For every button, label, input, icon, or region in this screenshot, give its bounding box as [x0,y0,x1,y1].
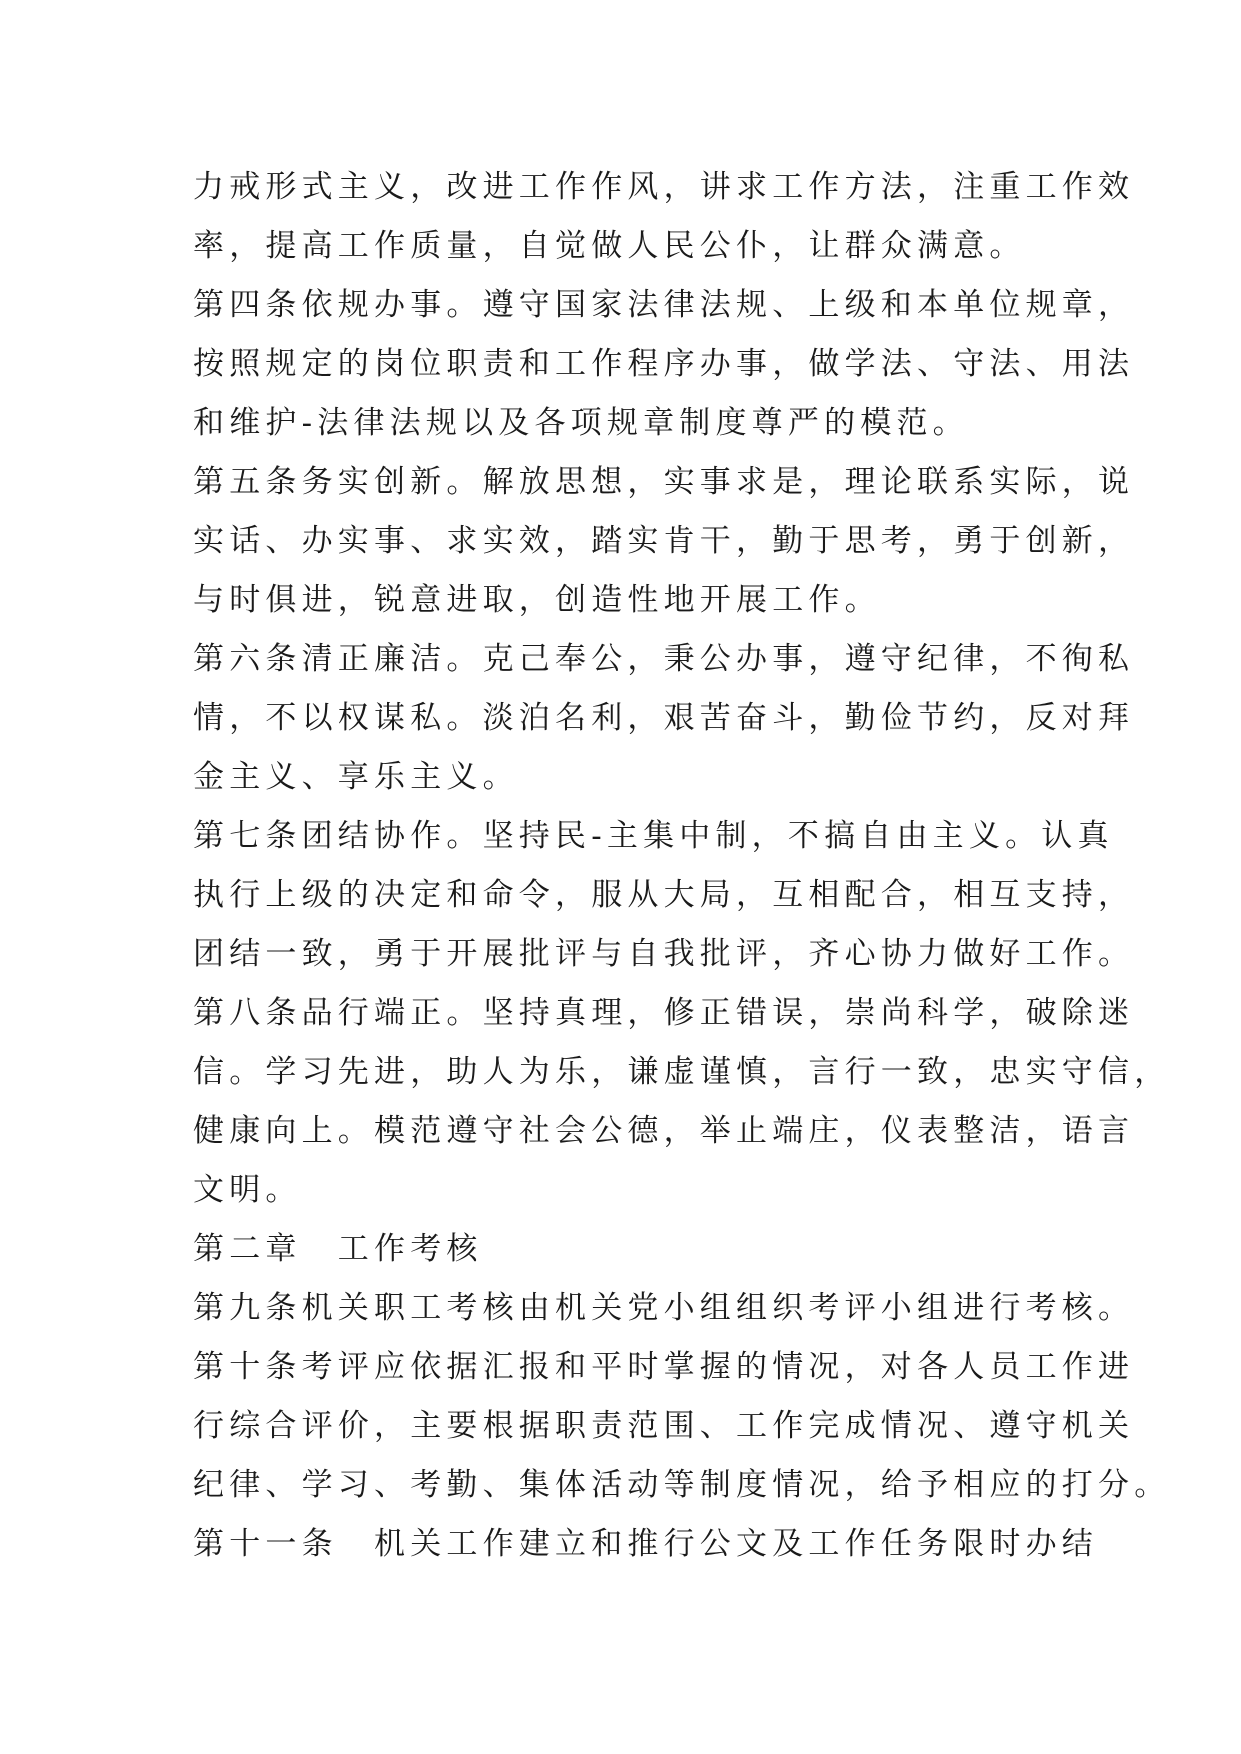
article-5-line: 第五条务实创新。解放思想，实事求是，理论联系实际，说 [193,464,1135,500]
text-line: 信。学习先进，助人为乐，谦虚谨慎，言行一致，忠实守信， [193,1054,1171,1090]
text-line: 情，不以权谋私。淡泊名利，艰苦奋斗，勤俭节约，反对拜 [193,700,1135,736]
article-6-line: 第六条清正廉洁。克己奉公，秉公办事，遵守纪律，不徇私 [193,641,1135,677]
body-text [193,158,1171,1574]
article-7-line: 第七条团结协作。坚持民-主集中制，不搞自由主义。认真 [193,818,1114,854]
text-line: 率，提高工作质量，自觉做人民公仆，让群众满意。 [193,228,1026,264]
text-line: 实话、办实事、求实效，踏实肯干，勤于思考，勇于创新， [193,523,1135,559]
text-line: 团结一致，勇于开展批评与自我批评，齐心协力做好工作。 [193,936,1135,972]
article-11-line: 第十一条 机关工作建立和推行公文及工作任务限时办结 [193,1526,1098,1562]
text-line: 执行上级的决定和命令，服从大局，互相配合，相互支持， [193,877,1135,913]
text-line: 纪律、学习、考勤、集体活动等制度情况，给予相应的打分。 [193,1467,1171,1503]
text-line: 行综合评价，主要根据职责范围、工作完成情况、遵守机关 [193,1408,1135,1444]
text-line: 与时俱进，锐意进取，创造性地开展工作。 [193,582,881,618]
text-line: 文明。 [193,1172,302,1208]
text-line: 力戒形式主义，改进工作作风，讲求工作方法，注重工作效 [193,169,1135,205]
chapter-heading: 第二章 工作考核 [193,1231,483,1267]
article-8-line: 第八条品行端正。坚持真理，修正错误，崇尚科学，破除迷 [193,995,1135,1031]
article-10-line: 第十条考评应依据汇报和平时掌握的情况，对各人员工作进 [193,1349,1135,1385]
text-line: 和维护-法律法规以及各项规章制度尊严的模范。 [193,405,969,441]
text-line: 按照规定的岗位职责和工作程序办事，做学法、守法、用法 [193,346,1135,382]
text-line: 健康向上。模范遵守社会公德，举止端庄，仪表整洁，语言 [193,1113,1135,1149]
article-9-line: 第九条机关职工考核由机关党小组组织考评小组进行考核。 [193,1290,1135,1326]
text-line: 金主义、享乐主义。 [193,759,519,795]
article-4-line: 第四条依规办事。遵守国家法律法规、上级和本单位规章， [193,287,1135,323]
